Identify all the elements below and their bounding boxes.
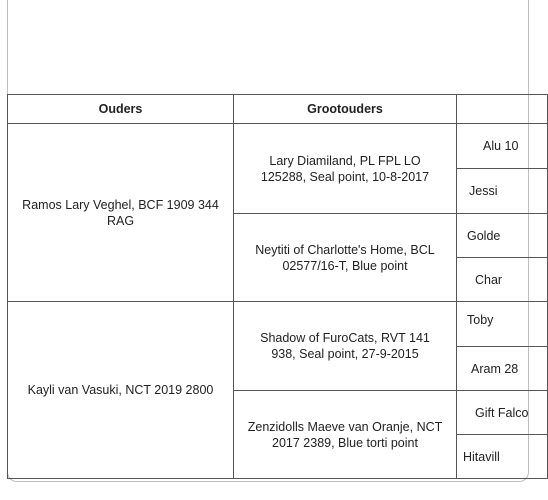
table-row xyxy=(8,124,548,169)
grandparent-cell: Shadow of FuroCats, RVT 141 938, Seal point, 27-9-2015 xyxy=(234,302,457,391)
grandparent-cell: Lary Diamiland, PL FPL LO 125288, Seal point, 10-8-2017 xyxy=(234,124,457,214)
pedigree-table xyxy=(7,94,548,479)
parent-cell: Kayli van Vasuki, NCT 2019 2800 xyxy=(8,302,234,479)
great-grandparent-cell: Golde xyxy=(457,214,548,258)
great-grandparent-cell: Hitavill xyxy=(457,435,548,479)
great-grandparent-cell: Char xyxy=(457,258,548,302)
great-grandparent-cell: Jessi xyxy=(457,169,548,214)
header-parents: Ouders xyxy=(8,95,234,124)
great-grandparent-cell: Aram 28 xyxy=(457,347,548,391)
header-grandparents: Grootouders xyxy=(234,95,457,124)
great-grandparent-cell: Gift Falco xyxy=(457,391,548,435)
great-grandparent-cell: Toby xyxy=(457,302,548,347)
header-great-grandparents xyxy=(457,95,548,124)
grandparent-cell: Neytiti of Charlotte's Home, BCL 02577/16-T, Blue point xyxy=(234,214,457,302)
parent-cell: Ramos Lary Veghel, BCF 1909 344 RAG xyxy=(8,124,234,302)
great-grandparent-cell: Alu 10 xyxy=(457,124,548,169)
grandparent-cell: Zenzidolls Maeve van Oranje, NCT 2017 2389, Blue torti point xyxy=(234,391,457,479)
table-row xyxy=(8,302,548,347)
header-row xyxy=(8,95,548,124)
